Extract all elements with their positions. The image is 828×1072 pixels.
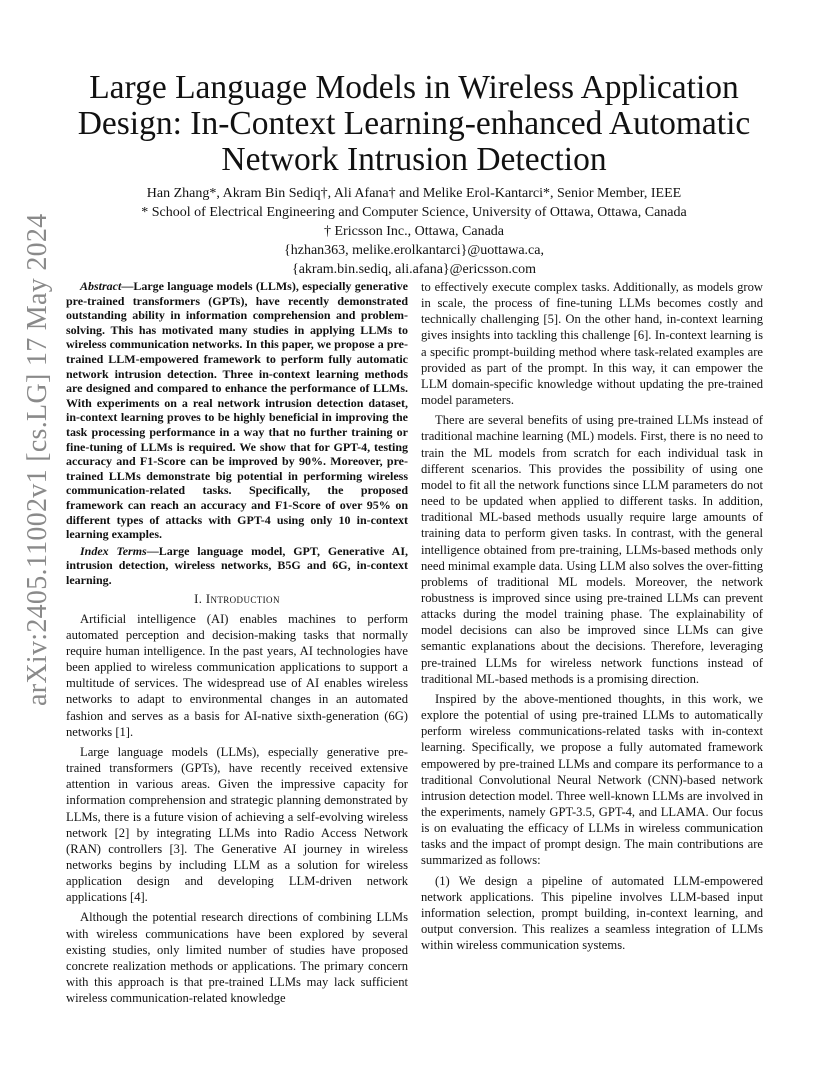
author-names: Han Zhang*, Akram Bin Sediq†, Ali Afana† and Melike Erol-Kantarci*, Senior Member, IEEE — [146, 186, 682, 201]
body-paragraph: Artificial intelligence (AI) enables machines to perform automated perception and decision-making tasks that normally require human intelligence. In the past years, AI technologies have been applied to wireless communication applications to support a multitude of services. The widespread use of AI enables wireless networks to adapt to environmental changes in an automated fashion and serves as a basis for AI-native sixth-generation (6G) networks [1]. — [66, 611, 408, 739]
right-column — [421, 279, 763, 953]
arxiv-identifier: arXiv:2405.11002v1 [cs.LG] 17 May 2024 — [22, 213, 53, 706]
abstract-text: —Large language models (LLMs), especially generative pre-trained transformers (GPTs), have recently demonstrated outstanding ability in information comprehension and problem-solving. This has motivated many studies in applying LLMs to wireless communication networks. In this paper, we propose a pre-trained LLM-empowered framework to perform fully automatic network intrusion detection. Three in-context learning methods are designed and compared to enhance the performance of LLMs. With experiments on a real network intrusion detection dataset, in-context learning proves to be highly beneficial in improving the task processing performance in a way that no further training or fine-tuning of LLMs is required. We show that for GPT-4, testing accuracy and F1-Score can be improved by 90%. Moreover, pre-trained LLMs demonstrate big potential in performing wireless communication-related tasks. Specifically, the proposed framework can reach an accuracy and F1-Score of over 95% on different types of attacks with GPT-4 using only 10 in-context learning examples. — [66, 279, 408, 542]
abstract-label: Abstract — [80, 279, 122, 293]
left-column — [66, 279, 408, 1006]
body-paragraph: Although the potential research directions of combining LLMs with wireless communications have been explored by several existing studies, only limited number of studies have proposed concrete realization methods or applications. The primary concern with this approach is that pre-trained LLMs may lack sufficient wireless communication-related knowledge — [66, 910, 408, 1006]
body-paragraph: Large language models (LLMs), especially generative pre-trained transformers (GPTs), have recently received extensive attention in various areas. Given the impressive capacity for information comprehension and strategic planning demonstrated by LLMs, there is a future vision of achieving a self-evolving wireless network [2] by integrating LLMs into Radio Access Network (RAN) controllers [3]. The Generative AI journey in wireless networks begins by including LLM as a solution for wireless application design and developing LLM-driven network applications [4]. — [66, 744, 408, 905]
title-line: Design: In-Context Learning-enhanced Automatic — [77, 105, 751, 142]
affiliation: † Ericsson Inc., Ottawa, Canada — [324, 224, 504, 239]
section-heading — [66, 591, 408, 607]
author-block — [70, 184, 758, 279]
section-number: I. — [194, 592, 203, 607]
affiliation: * School of Electrical Engineering and Computer Science, University of Ottawa, Ottawa, Canada — [141, 205, 687, 220]
body-paragraph: (1) We design a pipeline of automated LLM-empowered network applications. This pipeline involves LLM-based input information selection, prompt building, in-context learning, and output conversion. This realizes a seamless integration of LLMs within wireless communication systems. — [421, 873, 763, 953]
author-email: {akram.bin.sediq, ali.afana}@ericsson.com — [291, 262, 537, 277]
title-line: Network Intrusion Detection — [221, 141, 607, 178]
paper-title — [70, 70, 758, 178]
author-email: {hzhan363, melike.erolkantarci}@uottawa.ca, — [284, 243, 544, 258]
index-terms-label: Index Terms — [80, 543, 147, 558]
title-line: Large Language Models in Wireless Application — [89, 69, 739, 106]
abstract — [66, 279, 408, 542]
body-paragraph: Inspired by the above-mentioned thoughts, in this work, we explore the potential of using pre-trained LLMs to automatically perform wireless communications-related tasks with in-context learning. Specifically, we propose a fully automated framework empowered by pre-trained LLMs and compare its performance to a traditional Convolutional Neural Network (CNN)-based network intrusion detection model. Three well-known LLMs are involved in the experiments, namely GPT-3.5, GPT-4, and LLAMA. Our focus is on evaluating the efficacy of LLMs in wireless communication tasks and the impact of prompt design. The main contributions are summarized as follows: — [421, 691, 763, 868]
body-paragraph: to effectively execute complex tasks. Additionally, as models grow in scale, the process of fine-tuning LLMs becomes costly and technically challenging [5]. On the other hand, in-context learning gives insights into tackling this challenge [6]. In-context learning is a specific prompt-building method where task-related examples are provided as part of the prompt. In this way, it can empower the LLM domain-specific knowledge without updating the pre-trained model parameters. — [421, 280, 763, 408]
index-terms-text: —Large language model, GPT, Generative AI, intrusion detection, wireless networks, B5G and 6G, in-context learning. — [66, 543, 408, 587]
index-terms — [66, 544, 408, 588]
section-title: Introduction — [205, 592, 280, 607]
body-paragraph: There are several benefits of using pre-trained LLMs instead of traditional machine learning (ML) models. First, there is no need to train the ML models from scratch for each individual task in different scenarios. This provides the possibility of using one model to fit all the network functions since LLM parameters do not need to be updated when applied to different tasks. In addition, traditional ML-based methods usually require large amounts of training data to perform given tasks. In contrast, with the general intelligence obtained from pre-training, LLMs-based methods only need minimal example data. Using LLM also solves the over-fitting problems of traditional ML models. Moreover, the network robustness is improved since using pre-trained LLMs can prevent attacks during the model training phase. The explainability of model decisions can also be improved since LLMs can give semantic explanations about the decisions. Therefore, leveraging pre-trained LLMs for wireless network functions instead of traditional ML-based methods is a promising direction. — [421, 413, 763, 686]
